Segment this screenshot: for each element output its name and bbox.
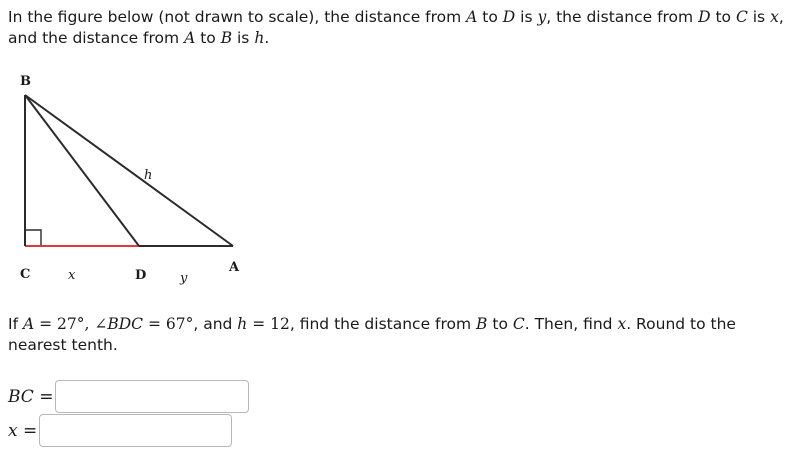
segment-bd	[25, 95, 139, 246]
label-a: A	[229, 260, 240, 275]
x-answer-row	[8, 414, 232, 447]
label-y: y	[180, 271, 188, 286]
triangle-figure	[10, 68, 250, 290]
bc-answer-input[interactable]	[55, 380, 249, 413]
right-angle-marker	[25, 230, 41, 246]
label-h: h	[144, 168, 153, 183]
problem-intro: In the figure below (not drawn to scale), the distance from A to D is y, the distance from D to C is x, and the distance from A to B is h.	[8, 8, 784, 47]
label-c: C	[20, 267, 31, 282]
x-label: x =	[8, 420, 38, 441]
bc-answer-row	[8, 380, 249, 413]
label-b: B	[20, 74, 31, 89]
label-x: x	[68, 268, 76, 283]
label-d: D	[135, 268, 147, 283]
segment-ba	[25, 95, 233, 246]
problem-question: If A = 27°, ∠BDC = 67°, and h = 12, find the distance from B to C. Then, find x. Round to the nearest tenth.	[8, 315, 736, 354]
x-answer-input[interactable]	[39, 414, 232, 447]
bc-label: BC =	[8, 386, 54, 407]
